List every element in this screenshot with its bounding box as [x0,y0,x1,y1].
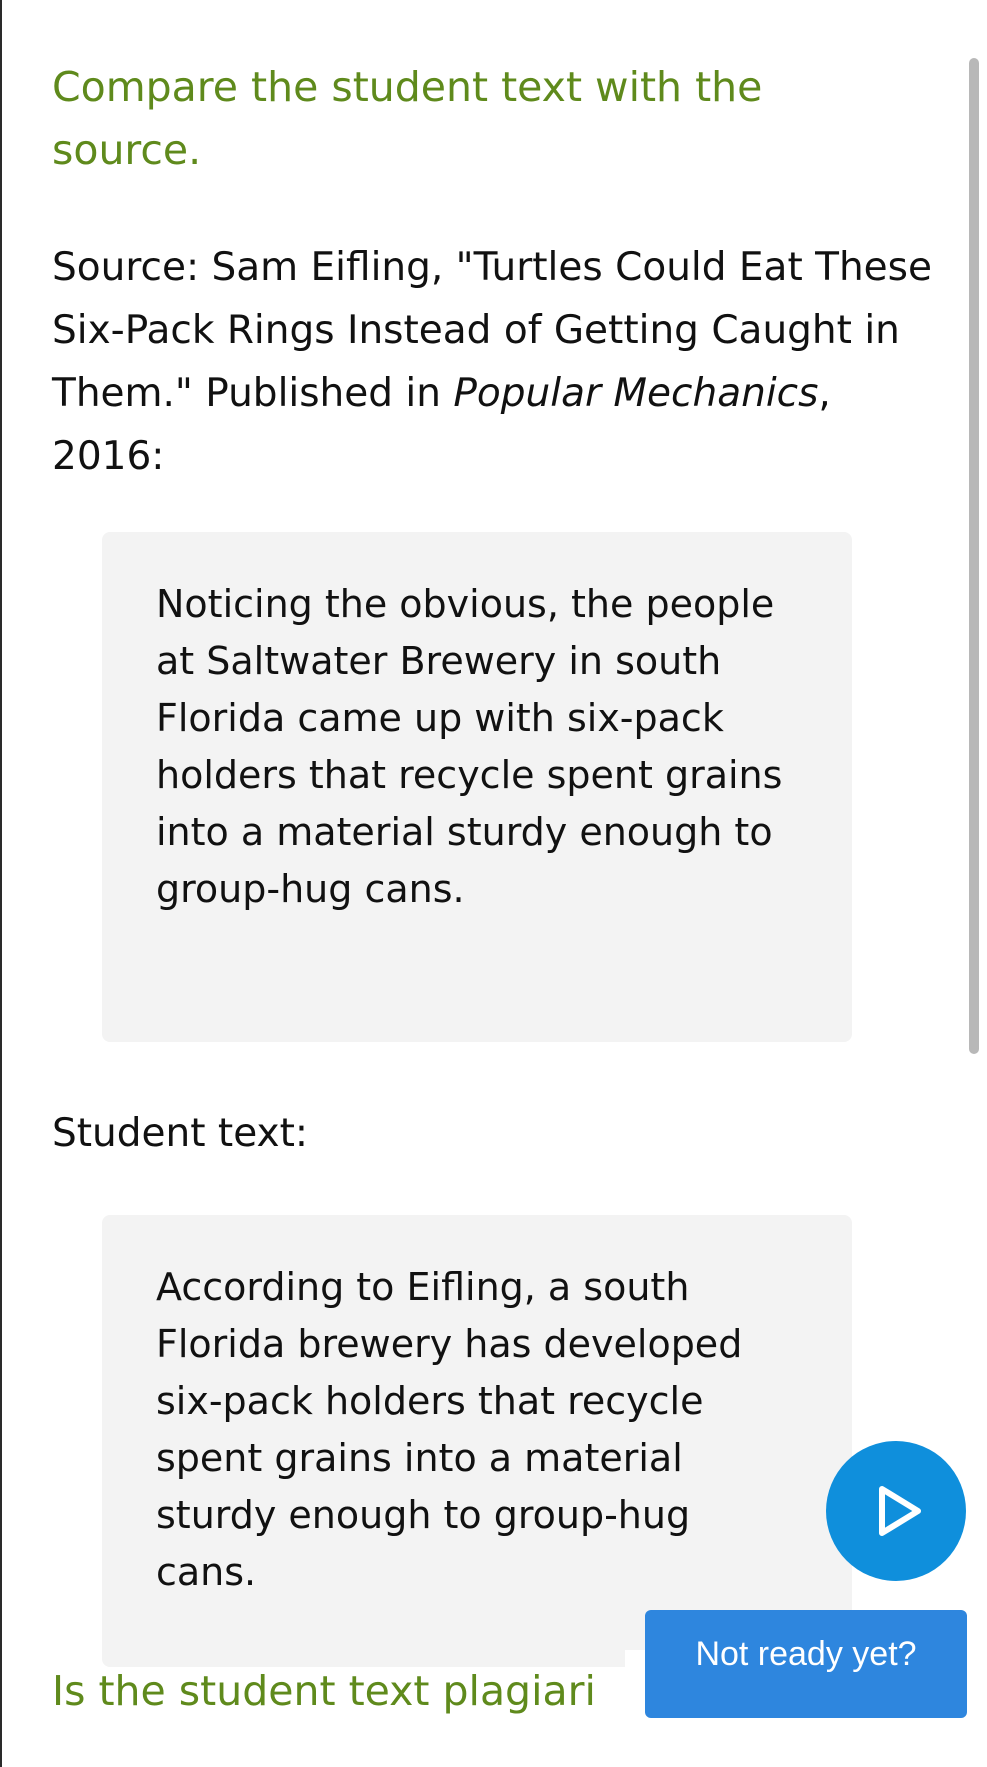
student-quote-box [102,1215,852,1667]
source-publication: Popular Mechanics [453,371,819,416]
instruction-text: Compare the student text with the source. [52,63,763,174]
scrollbar-thumb[interactable] [969,58,979,1054]
question-text: Is the student text plagiari [52,1667,596,1715]
question-content [52,56,932,1667]
source-quote-box [102,532,852,1042]
play-audio-button[interactable] [826,1441,966,1581]
window-left-border [0,0,2,1767]
source-citation-prefix: Source: Sam Eifling, "Turtles Could Eat These Six-Pack Rings Instead of Getting Caught in Them." Published in [52,245,932,416]
student-quote-text: According to Eifling, a south Florida brewery has developed six-pack holders that recycle spent grains into a material sturdy enough to group-hug cans. [156,1265,743,1594]
play-icon [874,1485,924,1537]
source-citation-suffix: , 2016: [52,371,831,479]
source-citation [52,236,932,488]
not-ready-button[interactable]: Not ready yet? [645,1610,967,1718]
student-text-label: Student text: [52,1111,309,1156]
source-quote-text: Noticing the obvious, the people at Saltwater Brewery in south Florida came up with six-pack holders that recycle spent grains into a material sturdy enough to group-hug cans. [156,582,783,911]
